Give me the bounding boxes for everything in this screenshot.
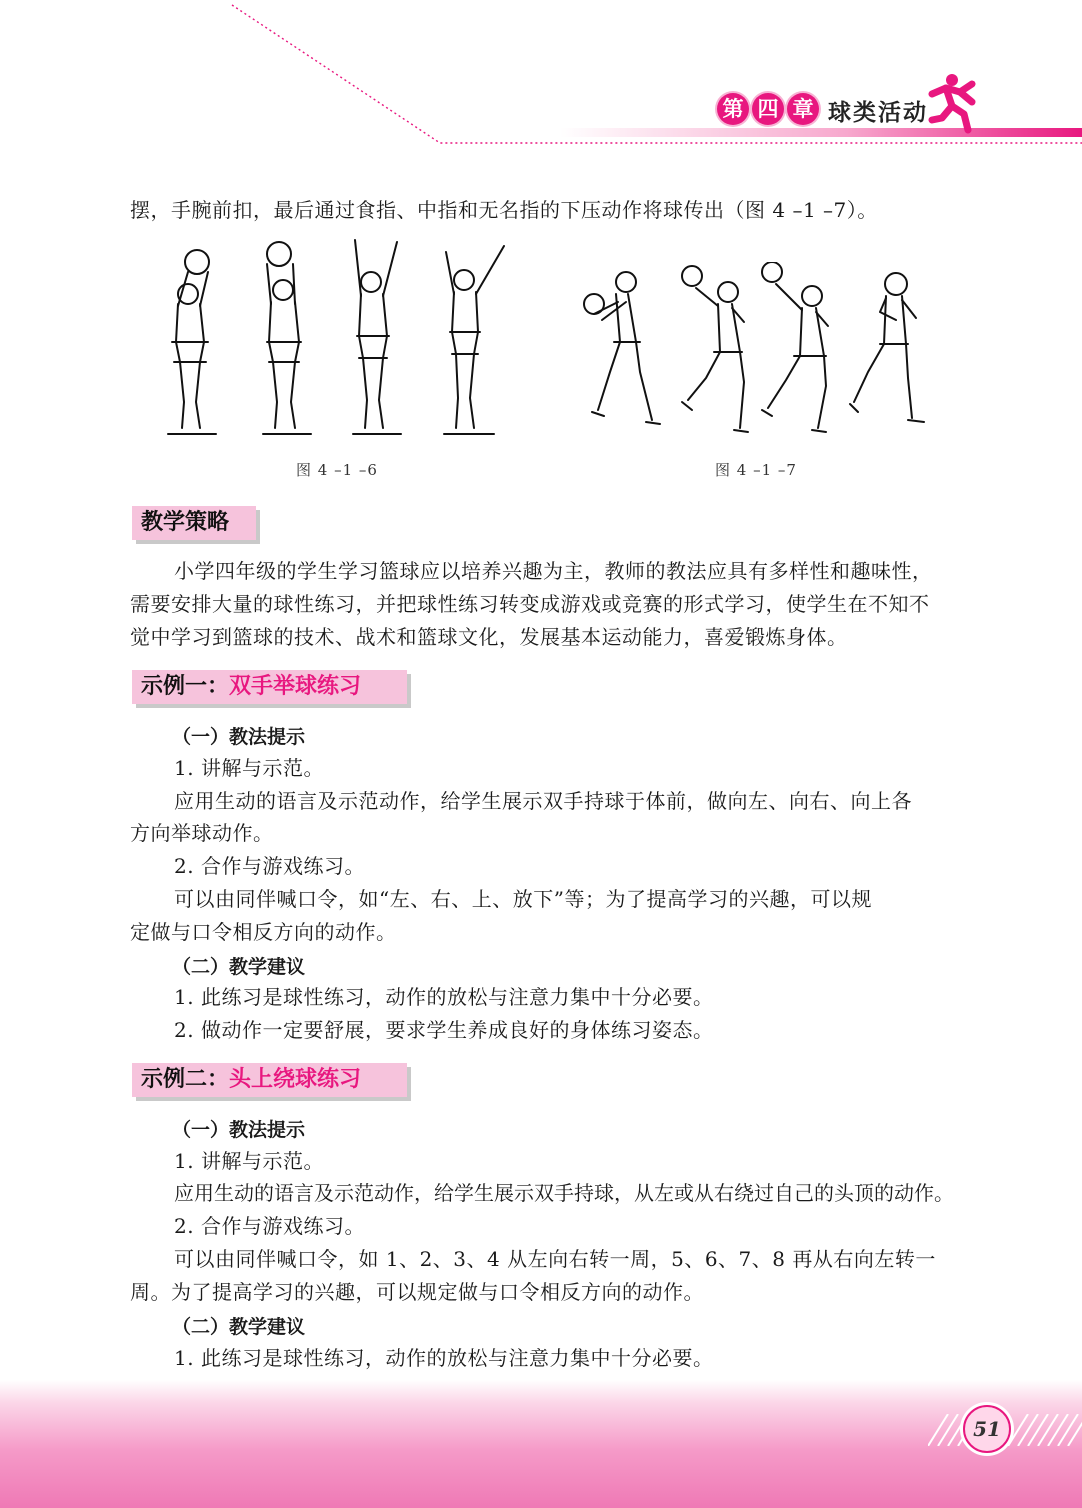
example2-item2-line-2: 周。为了提高学习的兴趣，可以规定做与口令相反方向的动作。 [130,1280,704,1304]
example2-subheading-2: （二）教学建议 [172,1316,306,1338]
section-heading-example-2 [132,1063,407,1097]
strategy-line-2: 需要安排大量的球性练习，并把球性练习转变成游戏或竞赛的形式学习，使学生在不知不 [130,592,930,616]
chapter-char-3: 章 [787,93,819,125]
example1-item-1: 1. 讲解与示范。 [174,756,324,780]
example2-title: 头上绕球练习 [229,1067,362,1092]
strategy-heading: 教学策略 [141,510,230,535]
example1-tip-2: 2. 做动作一定要舒展，要求学生养成良好的身体练习姿态。 [174,1018,714,1042]
chapter-char-1: 第 [717,93,749,125]
chapter-title: 球类活动 [828,100,928,126]
player-figure [682,266,748,432]
figure-4-1-7 [580,262,940,440]
section-heading-strategy [132,506,256,540]
player-figure [168,250,216,434]
example1-item1-line-2: 方向举球动作。 [130,821,274,845]
page-number: 51 [963,1405,1011,1453]
player-figure [762,262,828,432]
example1-tip-1: 1. 此练习是球性练习，动作的放松与注意力集中十分必要。 [174,985,714,1009]
section-heading-example-1 [132,670,407,704]
example2-item2-line-1: 可以由同伴喊口令，如 1、2、3、4 从左向右转一周，5、6、7、8 再从右向左转一 [174,1247,936,1271]
example2-label: 示例二： [141,1067,230,1092]
header-decoration [0,0,1082,160]
figure-4-1-6 [160,232,520,440]
example1-item2-line-2: 定做与口令相反方向的动作。 [130,920,397,944]
example2-tip-1: 1. 此练习是球性练习，动作的放松与注意力集中十分必要。 [174,1346,714,1370]
example2-subheading-1: （一）教法提示 [172,1119,306,1141]
chapter-char-2: 四 [752,93,784,125]
figure-caption-right: 图 4 –1 –7 [715,461,797,479]
footer-band [0,1380,1082,1508]
strategy-line-1: 小学四年级的学生学习篮球应以培养兴趣为主，教师的教法应具有多样性和趣味性， [174,559,933,583]
example2-item-2: 2. 合作与游戏练习。 [174,1214,365,1238]
example1-label: 示例一： [141,674,230,699]
figure-caption-left: 图 4 –1 –6 [296,461,378,479]
example1-subheading-1: （一）教法提示 [172,726,306,748]
example1-subheading-2: （二）教学建议 [172,956,306,978]
example1-item2-line-1: 可以由同伴喊口令，如“左、右、上、放下”等；为了提高学习的兴趣，可以规 [174,887,872,911]
strategy-line-3: 觉中学习到篮球的技术、战术和篮球文化，发展基本运动能力，喜爱锻炼身体。 [130,625,848,649]
example1-title: 双手举球练习 [229,674,362,699]
example2-item1-line: 应用生动的语言及示范动作，给学生展示双手持球，从左或从右绕过自己的头顶的动作。 [174,1181,954,1205]
player-figure [444,246,504,434]
running-man-icon [928,72,990,134]
player-figure [850,273,924,422]
example1-item1-line-1: 应用生动的语言及示范动作，给学生展示双手持球于体前，做向左、向右、向上各 [174,789,912,813]
player-figure [584,272,660,424]
intro-line: 摆，手腕前扣，最后通过食指、中指和无名指的下压动作将球传出（图 4 –1 –7）。 [130,198,878,222]
player-figure [263,242,311,434]
example1-item-2: 2. 合作与游戏练习。 [174,854,365,878]
player-figure [353,240,401,434]
example2-item-1: 1. 讲解与示范。 [174,1149,324,1173]
